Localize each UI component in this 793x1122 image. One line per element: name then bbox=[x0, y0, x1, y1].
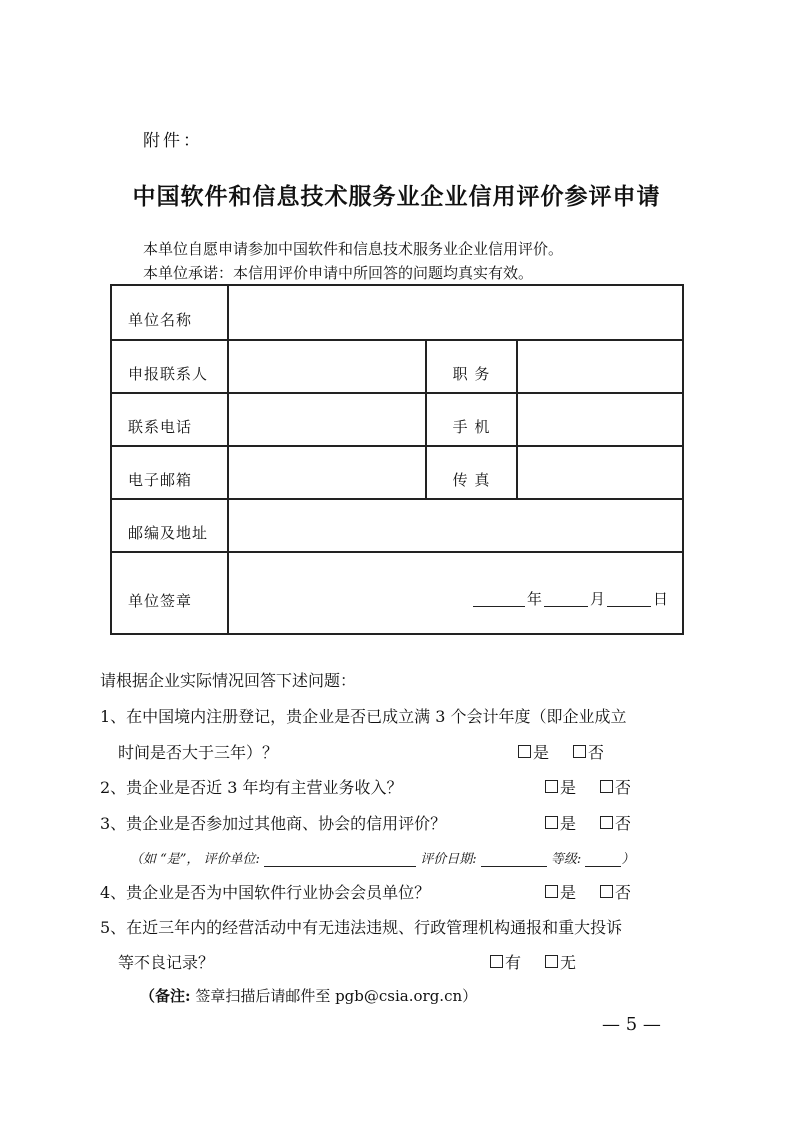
question-3-followup bbox=[130, 848, 634, 867]
phone-label: 联系电话 bbox=[111, 393, 228, 446]
contact-person-label: 申报联系人 bbox=[111, 340, 228, 393]
page-number: — 5 — bbox=[602, 1014, 661, 1035]
application-form-table bbox=[110, 284, 684, 635]
checkbox-icon[interactable] bbox=[600, 816, 613, 829]
unit-name-label: 单位名称 bbox=[111, 285, 228, 340]
month-blank[interactable] bbox=[544, 590, 588, 607]
checkbox-icon[interactable] bbox=[600, 780, 613, 793]
question-2-yes[interactable]: 是 bbox=[545, 775, 576, 798]
question-4-text: 4、贵企业是否为中国软件行业协会会员单位？ bbox=[100, 883, 431, 902]
question-3-text: 3、贵企业是否参加过其他商、协会的信用评价？ bbox=[100, 814, 447, 833]
month-label: 月 bbox=[590, 589, 606, 608]
question-5-text-cont: 等不良记录？ bbox=[118, 953, 215, 972]
question-5-have[interactable]: 有 bbox=[490, 950, 521, 973]
grade-label: 等级: bbox=[550, 852, 582, 867]
statement-promise: 本单位承诺：本信用评价申请中所回答的问题均真实有效。 bbox=[143, 264, 534, 282]
seal-label: 单位签章 bbox=[111, 552, 228, 634]
checkbox-icon[interactable] bbox=[518, 745, 531, 758]
mobile-label: 手 机 bbox=[426, 393, 517, 446]
postcode-address-label: 邮编及地址 bbox=[111, 499, 228, 552]
followup-close: ） bbox=[621, 852, 635, 867]
question-3-no[interactable]: 否 bbox=[600, 811, 631, 834]
document-title: 中国软件和信息技术服务业企业信用评价参评申请 bbox=[132, 183, 661, 210]
questions-intro: 请根据企业实际情况回答下述问题： bbox=[100, 671, 357, 690]
checkbox-icon[interactable] bbox=[490, 955, 503, 968]
checkbox-icon[interactable] bbox=[600, 885, 613, 898]
eval-unit-blank[interactable] bbox=[264, 852, 416, 867]
question-5-none[interactable]: 无 bbox=[545, 950, 576, 973]
year-label: 年 bbox=[526, 589, 542, 608]
remark bbox=[140, 985, 477, 1006]
unit-name-field[interactable] bbox=[228, 285, 683, 340]
checkbox-icon[interactable] bbox=[545, 816, 558, 829]
mobile-field[interactable] bbox=[517, 393, 683, 446]
question-1-yes[interactable]: 是 bbox=[518, 740, 549, 763]
statement-apply: 本单位自愿申请参加中国软件和信息技术服务业企业信用评价。 bbox=[143, 240, 564, 258]
day-label: 日 bbox=[653, 589, 669, 608]
eval-unit-label: （如 “是”， 评价单位: bbox=[130, 852, 260, 867]
remark-text: 签章扫描后请邮件至 pgb@csia.org.cn） bbox=[190, 987, 478, 1005]
eval-date-blank[interactable] bbox=[481, 852, 547, 867]
position-label: 职 务 bbox=[426, 340, 517, 393]
day-blank[interactable] bbox=[607, 590, 651, 607]
grade-blank[interactable] bbox=[585, 852, 621, 867]
question-4-no[interactable]: 否 bbox=[600, 880, 631, 903]
seal-field[interactable] bbox=[228, 552, 683, 634]
fax-field[interactable] bbox=[517, 446, 683, 499]
checkbox-icon[interactable] bbox=[545, 780, 558, 793]
year-blank[interactable] bbox=[473, 590, 525, 607]
phone-field[interactable] bbox=[228, 393, 426, 446]
fax-label: 传 真 bbox=[426, 446, 517, 499]
contact-person-field[interactable] bbox=[228, 340, 426, 393]
remark-label: （备注: bbox=[140, 987, 191, 1005]
question-2-no[interactable]: 否 bbox=[600, 775, 631, 798]
eval-date-label: 评价日期: bbox=[420, 852, 477, 867]
checkbox-icon[interactable] bbox=[545, 885, 558, 898]
email-field[interactable] bbox=[228, 446, 426, 499]
question-1-text: 1、在中国境内注册登记，贵企业是否已成立满 3 个会计年度（即企业成立 bbox=[100, 707, 627, 726]
seal-date bbox=[229, 578, 682, 609]
postcode-address-field[interactable] bbox=[228, 499, 683, 552]
question-1-text-cont: 时间是否大于三年）？ bbox=[118, 743, 279, 762]
question-5-text: 5、在近三年内的经营活动中有无违法违规、行政管理机构通报和重大投诉 bbox=[100, 918, 623, 937]
question-4-yes[interactable]: 是 bbox=[545, 880, 576, 903]
email-label: 电子邮箱 bbox=[111, 446, 228, 499]
question-2-text: 2、贵企业是否近 3 年均有主营业务收入？ bbox=[100, 778, 403, 797]
checkbox-icon[interactable] bbox=[545, 955, 558, 968]
position-field[interactable] bbox=[517, 340, 683, 393]
question-3-yes[interactable]: 是 bbox=[545, 811, 576, 834]
attachment-label: 附件： bbox=[143, 131, 203, 151]
question-1-no[interactable]: 否 bbox=[573, 740, 604, 763]
checkbox-icon[interactable] bbox=[573, 745, 586, 758]
